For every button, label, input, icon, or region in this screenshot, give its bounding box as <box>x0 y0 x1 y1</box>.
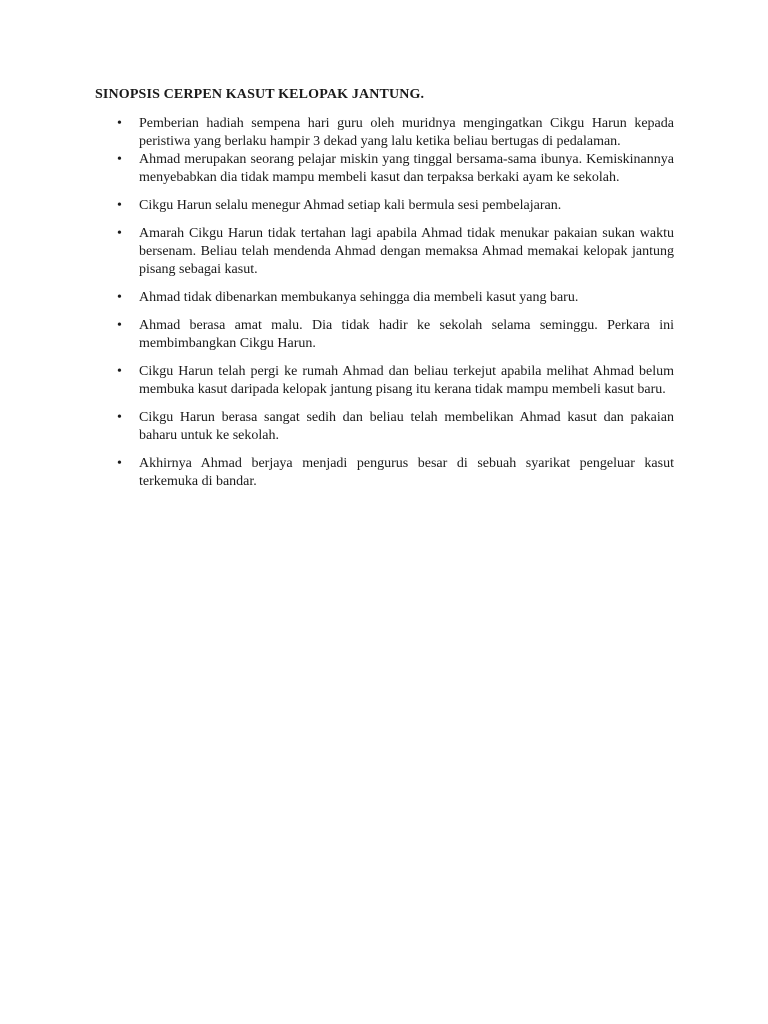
bullet-icon: • <box>117 290 122 305</box>
list-item-text: Ahmad tidak dibenarkan membukanya sehingga dia membeli kasut yang baru. <box>139 290 579 305</box>
list-item <box>117 363 674 399</box>
bullet-icon: • <box>117 318 122 333</box>
list-item <box>117 317 674 353</box>
bullet-icon: • <box>117 364 122 379</box>
list-item-text: Pemberian hadiah sempena hari guru oleh muridnya mengingatkan Cikgu Harun kepada peristiwa yang berlaku hampir 3 dekad yang lalu ketika beliau bertugas di pedalaman. <box>139 116 674 149</box>
synopsis-list <box>117 115 674 501</box>
list-item <box>117 225 674 279</box>
bullet-icon: • <box>117 198 122 213</box>
list-item <box>117 151 674 187</box>
bullet-icon: • <box>117 226 122 241</box>
list-item-text: Amarah Cikgu Harun tidak tertahan lagi apabila Ahmad tidak menukar pakaian sukan waktu bersenam. Beliau telah mendenda Ahmad dengan memaksa Ahmad memakai kelopak jantung pisang sebagai kasut. <box>139 226 674 277</box>
bullet-icon: • <box>117 456 122 471</box>
list-item-text: Akhirnya Ahmad berjaya menjadi pengurus besar di sebuah syarikat pengeluar kasut terkemuka di bandar. <box>139 456 674 489</box>
list-item-text: Ahmad merupakan seorang pelajar miskin yang tinggal bersama-sama ibunya. Kemiskinannya menyebabkan dia tidak mampu membeli kasut dan terpaksa berkaki ayam ke sekolah. <box>139 152 674 185</box>
list-item-text: Ahmad berasa amat malu. Dia tidak hadir ke sekolah selama seminggu. Perkara ini membimbangkan Cikgu Harun. <box>139 318 674 351</box>
document-title: SINOPSIS CERPEN KASUT KELOPAK JANTUNG. <box>95 87 425 102</box>
list-item <box>117 289 674 307</box>
bullet-icon: • <box>117 116 122 131</box>
bullet-icon: • <box>117 152 122 167</box>
list-item <box>117 409 674 445</box>
list-item-text: Cikgu Harun selalu menegur Ahmad setiap kali bermula sesi pembelajaran. <box>139 198 562 213</box>
bullet-icon: • <box>117 410 122 425</box>
list-item <box>117 197 674 215</box>
list-item-text: Cikgu Harun telah pergi ke rumah Ahmad dan beliau terkejut apabila melihat Ahmad belum membuka kasut daripada kelopak jantung pisang itu kerana tidak mampu membeli kasut baru. <box>139 364 674 397</box>
list-item <box>117 455 674 491</box>
list-item <box>117 115 674 151</box>
list-item-text: Cikgu Harun berasa sangat sedih dan beliau telah membelikan Ahmad kasut dan pakaian baharu untuk ke sekolah. <box>139 410 674 443</box>
